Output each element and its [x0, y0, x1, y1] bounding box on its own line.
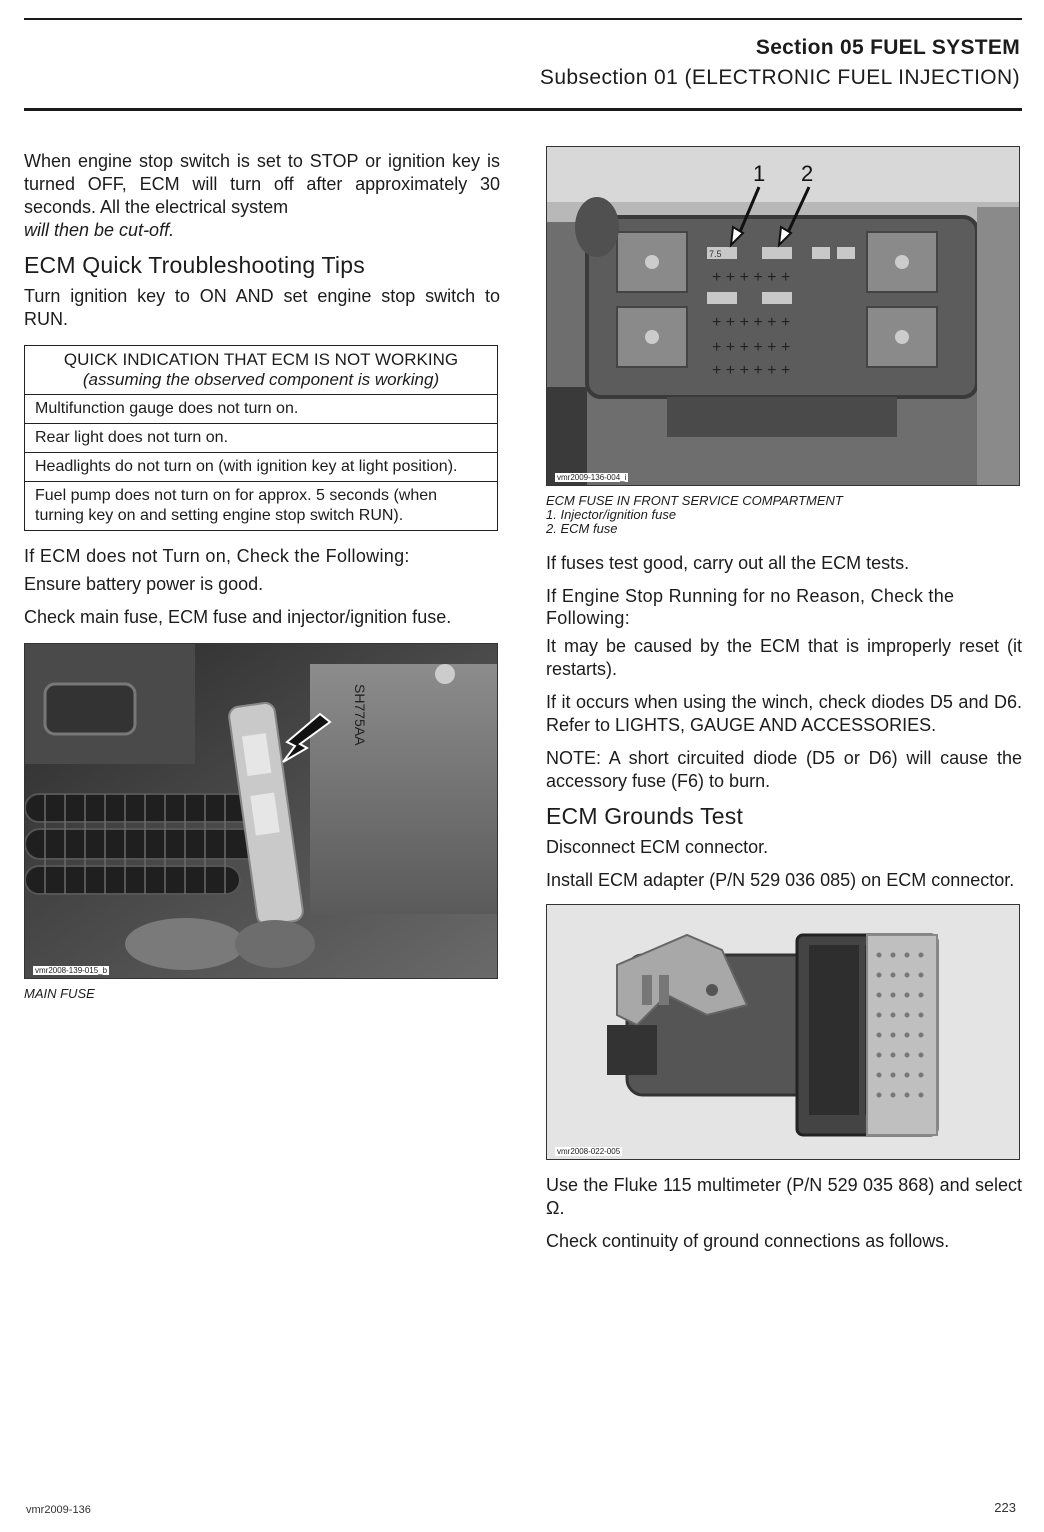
callout-2: 2 [801, 161, 814, 186]
right-column [546, 146, 1022, 1263]
figure-code: vmr2009-136-004_i [557, 473, 627, 482]
table-cell: Rear light does not turn on. [25, 424, 498, 453]
subsection-title: Subsection 01 (ELECTRONIC FUEL INJECTION) [539, 66, 1020, 89]
table-row [25, 395, 498, 424]
svg-text:+ + + + + +: + + + + + + [712, 362, 791, 379]
ecm-label-text: SH775AA [352, 684, 368, 746]
fuses-good-paragraph: If fuses test good, carry out all the ECM tests. [546, 553, 910, 573]
ecm-fuse-photo [546, 146, 1020, 486]
svg-text:+ + + + + +: + + + + + + [712, 314, 791, 331]
svg-text:+ + + + + +: + + + + + + [712, 269, 791, 286]
intro-paragraph: When engine stop switch is set to STOP or ignition key is turned OFF, ECM will turn off after approximately 30 seconds. All the electrical system [24, 151, 500, 217]
table-cell: Fuel pump does not turn on for approx. 5 seconds (when turning key on and setting engine stop switch RUN). [25, 482, 498, 531]
caption-item-1: 1. Injector/ignition fuse [546, 507, 677, 522]
main-fuse-caption: MAIN FUSE [24, 986, 95, 1001]
ecm-adapter-illustration [547, 905, 1019, 1159]
fuse-value-text: 7.5 [709, 249, 722, 259]
ecm-fuse-caption [546, 494, 1022, 536]
table-cell: Headlights do not turn on (with ignition key at light position). [25, 453, 498, 482]
heading-troubleshooting-tips: ECM Quick Troubleshooting Tips [24, 252, 365, 278]
table-row [25, 453, 498, 482]
table-row [25, 424, 498, 453]
grounds-paragraph-2: Install ECM adapter (P/N 529 036 085) on ECM connector. [546, 870, 1015, 890]
main-fuse-illustration [25, 644, 497, 978]
table-row [25, 482, 498, 531]
left-column [24, 150, 500, 1017]
main-fuse-photo [24, 643, 498, 979]
callout-1: 1 [753, 161, 766, 186]
heading-engine-stop: If Engine Stop Running for no Reason, Check the Following: [546, 586, 955, 628]
ecm-adapter-photo [546, 904, 1020, 1160]
table-header-cell [25, 346, 498, 395]
footer-code: vmr2009-136 [26, 1504, 91, 1516]
note-paragraph: NOTE: A short circuited diode (D5 or D6) will cause the accessory fuse (F6) to burn. [546, 748, 1022, 791]
svg-text:+ + + + + +: + + + + + + [712, 339, 791, 356]
heading-ecm-not-on: If ECM does not Turn on, Check the Following: [24, 546, 410, 566]
intro-paragraph-end: will then be cut-off. [24, 220, 175, 240]
caption-item-2: 2. ECM fuse [546, 521, 618, 536]
check-fuses: Check main fuse, ECM fuse and injector/ignition fuse. [24, 607, 452, 627]
page-number: 223 [994, 1500, 1016, 1515]
multimeter-paragraph: Use the Fluke 115 multimeter (P/N 529 035 868) and select Ω. [546, 1175, 1022, 1218]
stop-paragraph-2: If it occurs when using the winch, check diodes D5 and D6. Refer to LIGHTS, GAUGE AND ACCESSORIES. [546, 692, 1022, 735]
table-header-title: QUICK INDICATION THAT ECM IS NOT WORKING [63, 350, 459, 369]
stop-paragraph-1: It may be caused by the ECM that is improperly reset (it restarts). [546, 636, 1022, 679]
header-rule-bottom [24, 108, 1022, 111]
figure-code: vmr2008-022-005 [557, 1147, 621, 1156]
continuity-paragraph: Check continuity of ground connections as follows. [546, 1231, 950, 1251]
heading-grounds-test: ECM Grounds Test [546, 803, 744, 829]
table-header-subtitle: (assuming the observed component is working) [82, 370, 440, 389]
section-title: Section 05 FUEL SYSTEM [755, 36, 1020, 59]
figure-code: vmr2008-139-015_b [35, 966, 108, 975]
caption-title: ECM FUSE IN FRONT SERVICE COMPARTMENT [546, 493, 843, 508]
header-rule-top [24, 18, 1022, 20]
ecm-fuse-illustration [547, 147, 1019, 485]
ecm-indication-table [24, 345, 498, 531]
check-battery: Ensure battery power is good. [24, 574, 264, 594]
tips-paragraph: Turn ignition key to ON AND set engine stop switch to RUN. [24, 286, 500, 329]
table-cell: Multifunction gauge does not turn on. [25, 395, 498, 424]
table-header-row [25, 346, 498, 395]
grounds-paragraph-1: Disconnect ECM connector. [546, 837, 769, 857]
